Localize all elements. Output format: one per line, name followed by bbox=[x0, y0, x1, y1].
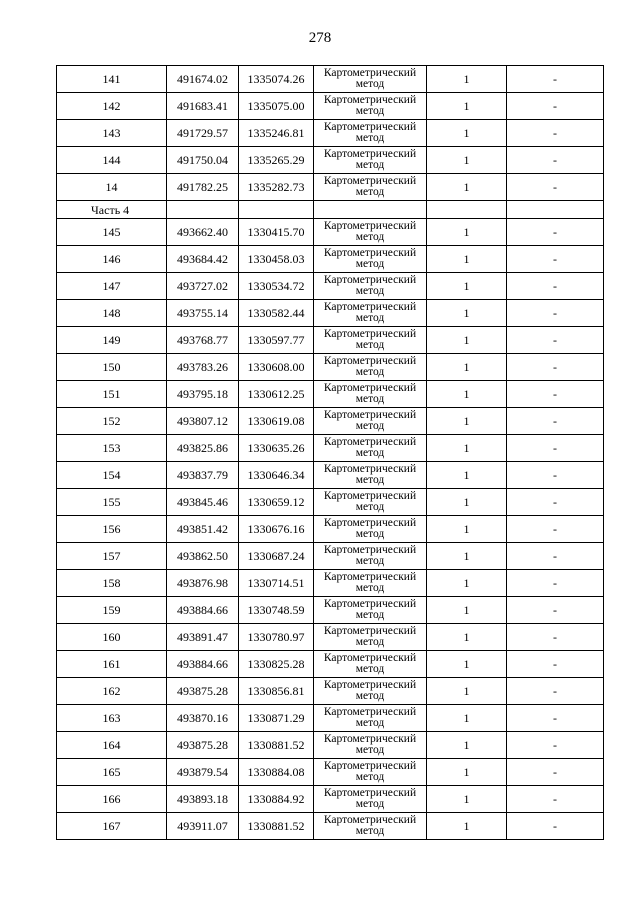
y-coordinate-cell: 1335282.73 bbox=[239, 174, 314, 201]
x-coordinate-cell: 493870.16 bbox=[167, 705, 239, 732]
precision-cell: 1 bbox=[427, 759, 507, 786]
table-row bbox=[57, 327, 604, 354]
y-coordinate-cell: 1330415.70 bbox=[239, 219, 314, 246]
precision-cell: 1 bbox=[427, 624, 507, 651]
method-cell: Картометрический метод bbox=[314, 462, 427, 489]
point-number-cell: 160 bbox=[57, 624, 167, 651]
note-cell: - bbox=[507, 732, 604, 759]
note-cell: - bbox=[507, 543, 604, 570]
note-cell: - bbox=[507, 327, 604, 354]
x-coordinate-cell: 493837.79 bbox=[167, 462, 239, 489]
y-coordinate-cell: 1330871.29 bbox=[239, 705, 314, 732]
y-coordinate-cell: 1330597.77 bbox=[239, 327, 314, 354]
x-coordinate-cell: 493884.66 bbox=[167, 651, 239, 678]
x-coordinate-cell: 493891.47 bbox=[167, 624, 239, 651]
empty-cell bbox=[167, 201, 239, 219]
precision-cell: 1 bbox=[427, 543, 507, 570]
method-cell: Картометрический метод bbox=[314, 300, 427, 327]
table-row bbox=[57, 759, 604, 786]
note-cell: - bbox=[507, 408, 604, 435]
x-coordinate-cell: 493768.77 bbox=[167, 327, 239, 354]
precision-cell: 1 bbox=[427, 354, 507, 381]
note-cell: - bbox=[507, 705, 604, 732]
section-label: Часть 4 bbox=[57, 201, 167, 219]
method-cell: Картометрический метод bbox=[314, 66, 427, 93]
point-number-cell: 153 bbox=[57, 435, 167, 462]
method-cell: Картометрический метод bbox=[314, 705, 427, 732]
table-row bbox=[57, 543, 604, 570]
precision-cell: 1 bbox=[427, 408, 507, 435]
x-coordinate-cell: 493879.54 bbox=[167, 759, 239, 786]
note-cell: - bbox=[507, 354, 604, 381]
table-row bbox=[57, 300, 604, 327]
y-coordinate-cell: 1330714.51 bbox=[239, 570, 314, 597]
note-cell: - bbox=[507, 678, 604, 705]
method-cell: Картометрический метод bbox=[314, 570, 427, 597]
point-number-cell: 144 bbox=[57, 147, 167, 174]
point-number-cell: 152 bbox=[57, 408, 167, 435]
table-row bbox=[57, 354, 604, 381]
y-coordinate-cell: 1330659.12 bbox=[239, 489, 314, 516]
precision-cell: 1 bbox=[427, 597, 507, 624]
method-cell: Картометрический метод bbox=[314, 732, 427, 759]
method-cell: Картометрический метод bbox=[314, 813, 427, 840]
x-coordinate-cell: 491674.02 bbox=[167, 66, 239, 93]
precision-cell: 1 bbox=[427, 813, 507, 840]
method-cell: Картометрический метод bbox=[314, 759, 427, 786]
empty-cell bbox=[507, 201, 604, 219]
point-number-cell: 163 bbox=[57, 705, 167, 732]
method-cell: Картометрический метод bbox=[314, 597, 427, 624]
precision-cell: 1 bbox=[427, 120, 507, 147]
point-number-cell: 161 bbox=[57, 651, 167, 678]
note-cell: - bbox=[507, 246, 604, 273]
table-row bbox=[57, 813, 604, 840]
x-coordinate-cell: 493825.86 bbox=[167, 435, 239, 462]
method-cell: Картометрический метод bbox=[314, 219, 427, 246]
method-cell: Картометрический метод bbox=[314, 435, 427, 462]
precision-cell: 1 bbox=[427, 570, 507, 597]
precision-cell: 1 bbox=[427, 327, 507, 354]
x-coordinate-cell: 493727.02 bbox=[167, 273, 239, 300]
y-coordinate-cell: 1330582.44 bbox=[239, 300, 314, 327]
x-coordinate-cell: 493755.14 bbox=[167, 300, 239, 327]
method-cell: Картометрический метод bbox=[314, 408, 427, 435]
point-number-cell: 165 bbox=[57, 759, 167, 786]
note-cell: - bbox=[507, 435, 604, 462]
table-row bbox=[57, 732, 604, 759]
table-row bbox=[57, 435, 604, 462]
method-cell: Картометрический метод bbox=[314, 786, 427, 813]
table-row bbox=[57, 66, 604, 93]
y-coordinate-cell: 1335075.00 bbox=[239, 93, 314, 120]
empty-cell bbox=[427, 201, 507, 219]
method-cell: Картометрический метод bbox=[314, 273, 427, 300]
y-coordinate-cell: 1330780.97 bbox=[239, 624, 314, 651]
table-row bbox=[57, 219, 604, 246]
y-coordinate-cell: 1330687.24 bbox=[239, 543, 314, 570]
y-coordinate-cell: 1335265.29 bbox=[239, 147, 314, 174]
note-cell: - bbox=[507, 273, 604, 300]
point-number-cell: 164 bbox=[57, 732, 167, 759]
method-cell: Картометрический метод bbox=[314, 93, 427, 120]
y-coordinate-cell: 1330458.03 bbox=[239, 246, 314, 273]
note-cell: - bbox=[507, 651, 604, 678]
note-cell: - bbox=[507, 462, 604, 489]
y-coordinate-cell: 1330881.52 bbox=[239, 813, 314, 840]
y-coordinate-cell: 1330676.16 bbox=[239, 516, 314, 543]
point-number-cell: 14 bbox=[57, 174, 167, 201]
table-row bbox=[57, 651, 604, 678]
point-number-cell: 146 bbox=[57, 246, 167, 273]
y-coordinate-cell: 1330608.00 bbox=[239, 354, 314, 381]
precision-cell: 1 bbox=[427, 300, 507, 327]
point-number-cell: 141 bbox=[57, 66, 167, 93]
point-number-cell: 155 bbox=[57, 489, 167, 516]
note-cell: - bbox=[507, 147, 604, 174]
page-number: 278 bbox=[308, 30, 332, 46]
y-coordinate-cell: 1330825.28 bbox=[239, 651, 314, 678]
x-coordinate-cell: 493807.12 bbox=[167, 408, 239, 435]
note-cell: - bbox=[507, 759, 604, 786]
note-cell: - bbox=[507, 93, 604, 120]
point-number-cell: 147 bbox=[57, 273, 167, 300]
precision-cell: 1 bbox=[427, 246, 507, 273]
precision-cell: 1 bbox=[427, 174, 507, 201]
table-row bbox=[57, 120, 604, 147]
x-coordinate-cell: 493684.42 bbox=[167, 246, 239, 273]
note-cell: - bbox=[507, 66, 604, 93]
x-coordinate-cell: 491750.04 bbox=[167, 147, 239, 174]
table-row bbox=[57, 93, 604, 120]
x-coordinate-cell: 493875.28 bbox=[167, 678, 239, 705]
point-number-cell: 166 bbox=[57, 786, 167, 813]
method-cell: Картометрический метод bbox=[314, 327, 427, 354]
precision-cell: 1 bbox=[427, 435, 507, 462]
precision-cell: 1 bbox=[427, 381, 507, 408]
point-number-cell: 158 bbox=[57, 570, 167, 597]
table-row bbox=[57, 705, 604, 732]
precision-cell: 1 bbox=[427, 678, 507, 705]
table-row bbox=[57, 786, 604, 813]
point-number-cell: 157 bbox=[57, 543, 167, 570]
note-cell: - bbox=[507, 597, 604, 624]
note-cell: - bbox=[507, 624, 604, 651]
note-cell: - bbox=[507, 516, 604, 543]
point-number-cell: 154 bbox=[57, 462, 167, 489]
coordinates-table bbox=[56, 65, 604, 840]
y-coordinate-cell: 1335246.81 bbox=[239, 120, 314, 147]
point-number-cell: 159 bbox=[57, 597, 167, 624]
method-cell: Картометрический метод bbox=[314, 543, 427, 570]
section-row bbox=[57, 201, 604, 219]
precision-cell: 1 bbox=[427, 705, 507, 732]
x-coordinate-cell: 493795.18 bbox=[167, 381, 239, 408]
y-coordinate-cell: 1330635.26 bbox=[239, 435, 314, 462]
method-cell: Картометрический метод bbox=[314, 246, 427, 273]
method-cell: Картометрический метод bbox=[314, 120, 427, 147]
method-cell: Картометрический метод bbox=[314, 147, 427, 174]
method-cell: Картометрический метод bbox=[314, 678, 427, 705]
note-cell: - bbox=[507, 174, 604, 201]
table-row bbox=[57, 624, 604, 651]
table-row bbox=[57, 408, 604, 435]
table-row bbox=[57, 246, 604, 273]
table-row bbox=[57, 597, 604, 624]
method-cell: Картометрический метод bbox=[314, 174, 427, 201]
table-row bbox=[57, 462, 604, 489]
method-cell: Картометрический метод bbox=[314, 624, 427, 651]
precision-cell: 1 bbox=[427, 462, 507, 489]
table-row bbox=[57, 381, 604, 408]
note-cell: - bbox=[507, 381, 604, 408]
y-coordinate-cell: 1330881.52 bbox=[239, 732, 314, 759]
point-number-cell: 145 bbox=[57, 219, 167, 246]
precision-cell: 1 bbox=[427, 66, 507, 93]
x-coordinate-cell: 493662.40 bbox=[167, 219, 239, 246]
point-number-cell: 167 bbox=[57, 813, 167, 840]
note-cell: - bbox=[507, 300, 604, 327]
precision-cell: 1 bbox=[427, 786, 507, 813]
table-row bbox=[57, 147, 604, 174]
x-coordinate-cell: 491729.57 bbox=[167, 120, 239, 147]
precision-cell: 1 bbox=[427, 273, 507, 300]
table-row bbox=[57, 570, 604, 597]
empty-cell bbox=[239, 201, 314, 219]
point-number-cell: 156 bbox=[57, 516, 167, 543]
point-number-cell: 162 bbox=[57, 678, 167, 705]
x-coordinate-cell: 493783.26 bbox=[167, 354, 239, 381]
x-coordinate-cell: 493851.42 bbox=[167, 516, 239, 543]
precision-cell: 1 bbox=[427, 489, 507, 516]
y-coordinate-cell: 1330534.72 bbox=[239, 273, 314, 300]
method-cell: Картометрический метод bbox=[314, 381, 427, 408]
point-number-cell: 150 bbox=[57, 354, 167, 381]
precision-cell: 1 bbox=[427, 516, 507, 543]
x-coordinate-cell: 493862.50 bbox=[167, 543, 239, 570]
empty-cell bbox=[314, 201, 427, 219]
x-coordinate-cell: 493875.28 bbox=[167, 732, 239, 759]
point-number-cell: 148 bbox=[57, 300, 167, 327]
note-cell: - bbox=[507, 219, 604, 246]
method-cell: Картометрический метод bbox=[314, 354, 427, 381]
precision-cell: 1 bbox=[427, 732, 507, 759]
x-coordinate-cell: 493884.66 bbox=[167, 597, 239, 624]
y-coordinate-cell: 1330619.08 bbox=[239, 408, 314, 435]
x-coordinate-cell: 493893.18 bbox=[167, 786, 239, 813]
precision-cell: 1 bbox=[427, 651, 507, 678]
table-row bbox=[57, 516, 604, 543]
note-cell: - bbox=[507, 570, 604, 597]
point-number-cell: 142 bbox=[57, 93, 167, 120]
note-cell: - bbox=[507, 786, 604, 813]
method-cell: Картометрический метод bbox=[314, 651, 427, 678]
note-cell: - bbox=[507, 120, 604, 147]
method-cell: Картометрический метод bbox=[314, 516, 427, 543]
y-coordinate-cell: 1330856.81 bbox=[239, 678, 314, 705]
x-coordinate-cell: 493845.46 bbox=[167, 489, 239, 516]
y-coordinate-cell: 1335074.26 bbox=[239, 66, 314, 93]
table-body bbox=[57, 66, 604, 840]
precision-cell: 1 bbox=[427, 219, 507, 246]
point-number-cell: 149 bbox=[57, 327, 167, 354]
note-cell: - bbox=[507, 813, 604, 840]
x-coordinate-cell: 493876.98 bbox=[167, 570, 239, 597]
y-coordinate-cell: 1330884.08 bbox=[239, 759, 314, 786]
x-coordinate-cell: 491683.41 bbox=[167, 93, 239, 120]
table-row bbox=[57, 678, 604, 705]
method-cell: Картометрический метод bbox=[314, 489, 427, 516]
table-row bbox=[57, 174, 604, 201]
precision-cell: 1 bbox=[427, 147, 507, 174]
y-coordinate-cell: 1330748.59 bbox=[239, 597, 314, 624]
point-number-cell: 143 bbox=[57, 120, 167, 147]
note-cell: - bbox=[507, 489, 604, 516]
table-row bbox=[57, 489, 604, 516]
y-coordinate-cell: 1330884.92 bbox=[239, 786, 314, 813]
x-coordinate-cell: 491782.25 bbox=[167, 174, 239, 201]
point-number-cell: 151 bbox=[57, 381, 167, 408]
precision-cell: 1 bbox=[427, 93, 507, 120]
y-coordinate-cell: 1330646.34 bbox=[239, 462, 314, 489]
table-row bbox=[57, 273, 604, 300]
y-coordinate-cell: 1330612.25 bbox=[239, 381, 314, 408]
x-coordinate-cell: 493911.07 bbox=[167, 813, 239, 840]
